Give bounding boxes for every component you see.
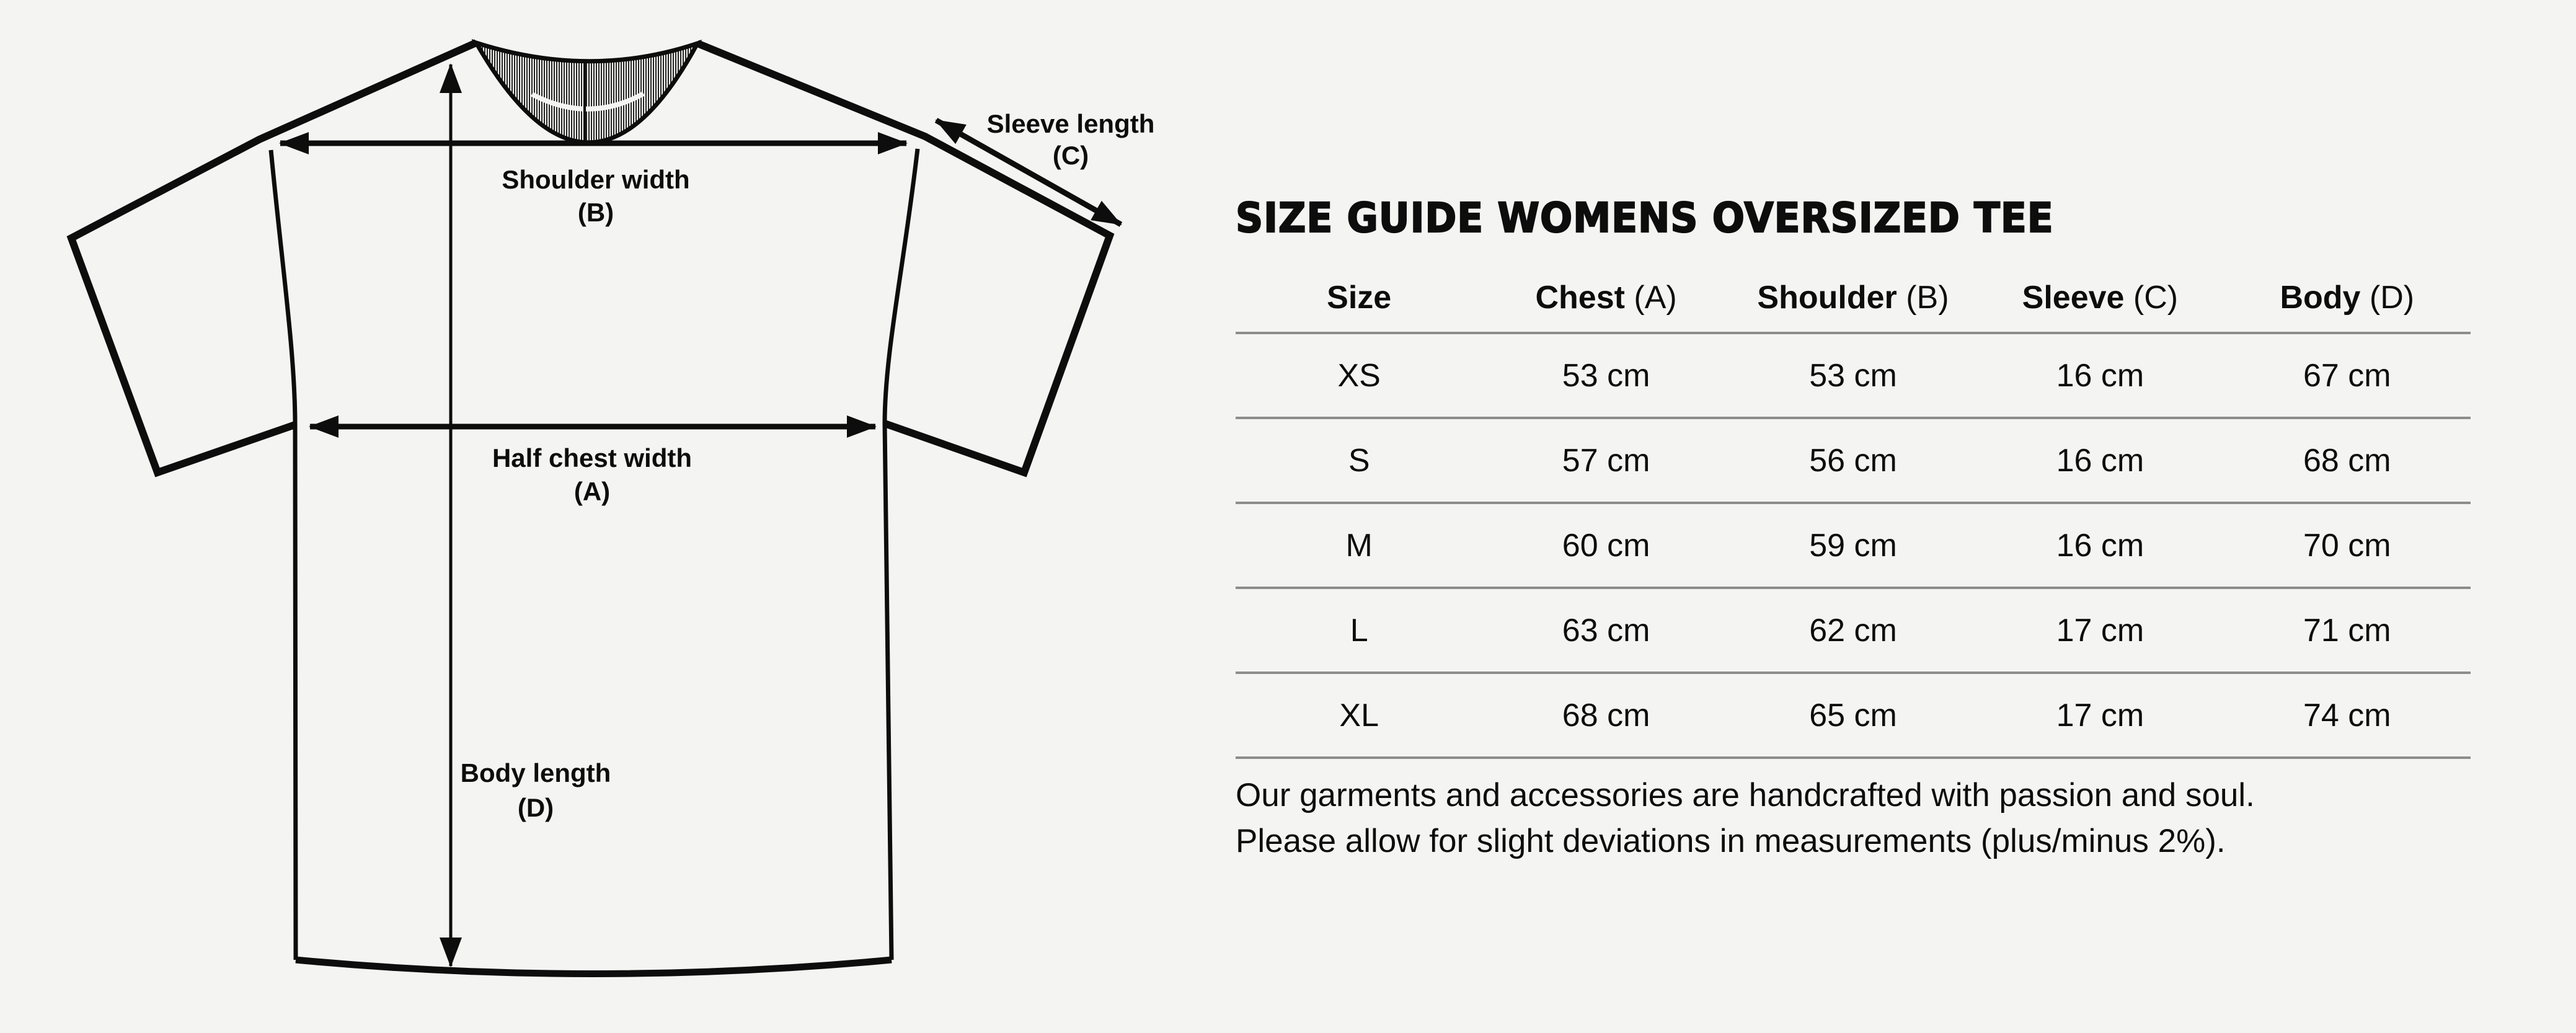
column-header-shoulder — [1730, 279, 1976, 316]
size-table — [1236, 263, 2471, 759]
collar-rib-band — [476, 43, 697, 143]
body-length-code: (D) — [517, 793, 554, 822]
shoulder-value: 65 cm — [1809, 697, 1897, 734]
column-header-sleeve — [1976, 279, 2223, 316]
half-chest-width-label: Half chest width — [492, 443, 693, 472]
sleeve-value: 16 cm — [2056, 442, 2144, 479]
column-header-code: (A) — [1634, 279, 1677, 316]
page-title: SIZE GUIDE WOMENS OVERSIZED TEE — [1236, 194, 2054, 242]
body-value: 70 cm — [2303, 527, 2391, 564]
column-header-label: Chest — [1535, 279, 1625, 316]
shoulder-value: 62 cm — [1809, 612, 1897, 649]
table-header-row — [1236, 263, 2471, 334]
size-guide-panel — [1236, 0, 2471, 1033]
measurement-notes — [1236, 773, 2255, 864]
column-header-code: (C) — [2133, 279, 2179, 316]
shoulder-value: 53 cm — [1809, 357, 1897, 394]
body-value: 67 cm — [2303, 357, 2391, 394]
chest-value: 63 cm — [1562, 612, 1650, 649]
size-value: XL — [1339, 697, 1379, 734]
size-value: S — [1348, 442, 1370, 479]
sleeve-value: 16 cm — [2056, 357, 2144, 394]
sleeve-value: 17 cm — [2056, 612, 2144, 649]
size-value: L — [1350, 612, 1368, 649]
note-line: Our garments and accessories are handcrafted with passion and soul. — [1236, 777, 2255, 814]
shoulder-width-label: Shoulder width — [502, 165, 690, 194]
body-value: 68 cm — [2303, 442, 2391, 479]
column-header-label: Shoulder — [1757, 279, 1897, 316]
body-left-side-seam — [271, 150, 296, 960]
table-row-l — [1236, 589, 2471, 674]
size-value: M — [1345, 527, 1373, 564]
column-header-size — [1236, 279, 1482, 316]
half-chest-width-code: (A) — [573, 477, 611, 506]
table-row-xs — [1236, 334, 2471, 419]
shoulder-value: 56 cm — [1809, 442, 1897, 479]
body-right-side-seam — [885, 149, 918, 960]
body-value: 74 cm — [2303, 697, 2391, 734]
chest-value: 57 cm — [1562, 442, 1650, 479]
size-value: XS — [1337, 357, 1381, 394]
shoulder-value: 59 cm — [1809, 527, 1897, 564]
column-header-code: (D) — [2369, 279, 2415, 316]
body-length-label: Body length — [460, 758, 611, 787]
table-row-xl — [1236, 674, 2471, 759]
sleeve-value: 16 cm — [2056, 527, 2144, 564]
shoulder-width-code: (B) — [577, 198, 614, 227]
chest-value: 53 cm — [1562, 357, 1650, 394]
column-header-body — [2224, 279, 2471, 316]
chest-value: 68 cm — [1562, 697, 1650, 734]
column-header-label: Body — [2280, 279, 2361, 316]
column-header-label: Sleeve — [2022, 279, 2125, 316]
left-sleeve-outline — [71, 43, 476, 472]
table-row-m — [1236, 504, 2471, 589]
sleeve-length-label: Sleeve length — [986, 109, 1155, 138]
chest-value: 60 cm — [1562, 527, 1650, 564]
sleeve-length-code: (C) — [1052, 141, 1089, 170]
table-row-s — [1236, 419, 2471, 504]
column-header-code: (B) — [1906, 279, 1949, 316]
body-value: 71 cm — [2303, 612, 2391, 649]
sleeve-value: 17 cm — [2056, 697, 2144, 734]
note-line: Please allow for slight deviations in measurements (plus/minus 2%). — [1236, 823, 2226, 859]
hem-line — [296, 960, 892, 974]
column-header-label: Size — [1327, 279, 1392, 316]
column-header-chest — [1482, 279, 1729, 316]
